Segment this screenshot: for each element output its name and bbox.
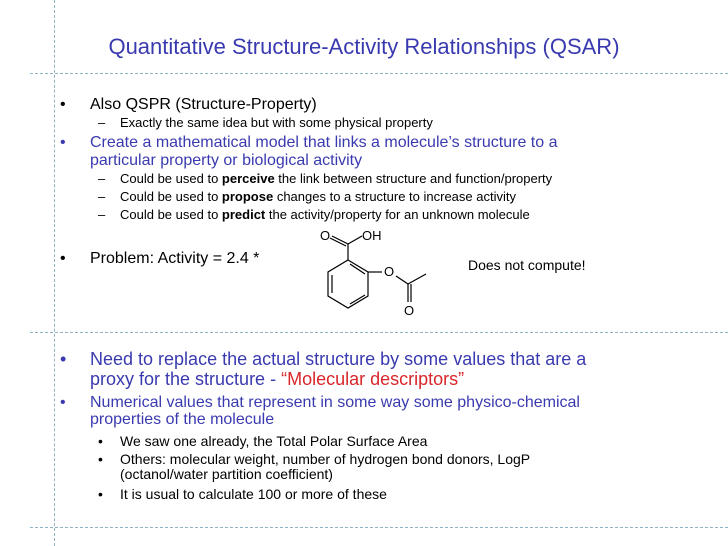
sub-item-usual	[98, 486, 387, 502]
bullet-model-line2: particular property or biological activity	[90, 152, 363, 169]
aspirin-structure	[300, 222, 450, 322]
dash-marker: –	[98, 207, 106, 222]
bullet-marker: •	[60, 250, 66, 267]
sub-item-others-cont: (octanol/water partition coefficient)	[120, 466, 333, 482]
bullet-marker: •	[98, 433, 103, 449]
oxygen-label: O	[320, 228, 331, 243]
dash-marker: –	[98, 189, 106, 204]
sub-bullet-predict: – Could be used to predict the activity/property for an unknown molecule	[98, 207, 530, 222]
bullet-qspr-text: Also QSPR (Structure-Property)	[90, 96, 317, 113]
bullet-numerical-line1: Numerical values that represent in some way some physico-chemical	[90, 394, 580, 411]
bullet-model	[60, 134, 558, 152]
bullet-marker: •	[60, 349, 67, 369]
bullet-marker: •	[60, 134, 66, 151]
sub-item-others	[98, 451, 531, 467]
bullet-problem	[60, 250, 260, 268]
sub-item-tpsa-text: We saw one already, the Total Polar Surface Area	[120, 433, 428, 449]
sub-bullet-propose: – Could be used to propose changes to a structure to increase activity	[98, 189, 516, 204]
bullet-replace-line1: Need to replace the actual structure by some values that are a	[90, 349, 587, 369]
benzene-ring	[328, 260, 368, 308]
sub-item-tpsa	[98, 433, 428, 449]
bullet-replace-line2: proxy for the structure - “Molecular descriptors”	[90, 369, 465, 389]
carbonyl-oxygen-label: O	[404, 303, 415, 318]
bottom-divider	[30, 527, 728, 528]
sub-bullet-physical	[98, 115, 433, 130]
bullet-replace	[60, 349, 587, 370]
bullet-marker: •	[60, 394, 66, 411]
bullet-numerical	[60, 394, 580, 412]
mid-divider	[30, 332, 728, 333]
sub-item-usual-text: It is usual to calculate 100 or more of these	[120, 486, 387, 502]
bullet-marker: •	[98, 486, 103, 502]
sub-bullet-perceive: – Could be used to perceive the link between structure and function/property	[98, 171, 553, 186]
problem-text: Problem: Activity = 2.4 *	[90, 250, 260, 267]
hydroxyl-label: OH	[362, 228, 382, 243]
sub-item-others-text: Others: molecular weight, number of hydrogen bond donors, LogP	[120, 451, 531, 467]
bullet-numerical-line2: properties of the molecule	[90, 411, 275, 428]
dash-marker: –	[98, 171, 106, 186]
ester-oxygen-label: O	[384, 264, 395, 279]
molecular-descriptors-highlight: “Molecular descriptors”	[281, 369, 465, 389]
does-not-compute-label: Does not compute!	[468, 257, 586, 273]
bullet-qspr	[60, 96, 317, 114]
slide-title: Quantitative Structure-Activity Relationships (QSAR)	[108, 34, 620, 59]
bullet-marker: •	[60, 96, 66, 113]
dash-marker: –	[98, 115, 106, 130]
left-rule	[54, 0, 55, 546]
bullet-model-line1: Create a mathematical model that links a molecule’s structure to a	[90, 134, 558, 151]
sub-bullet-physical-text: Exactly the same idea but with some physical property	[120, 115, 433, 130]
bullet-marker: •	[98, 451, 103, 467]
title-divider	[30, 73, 728, 74]
